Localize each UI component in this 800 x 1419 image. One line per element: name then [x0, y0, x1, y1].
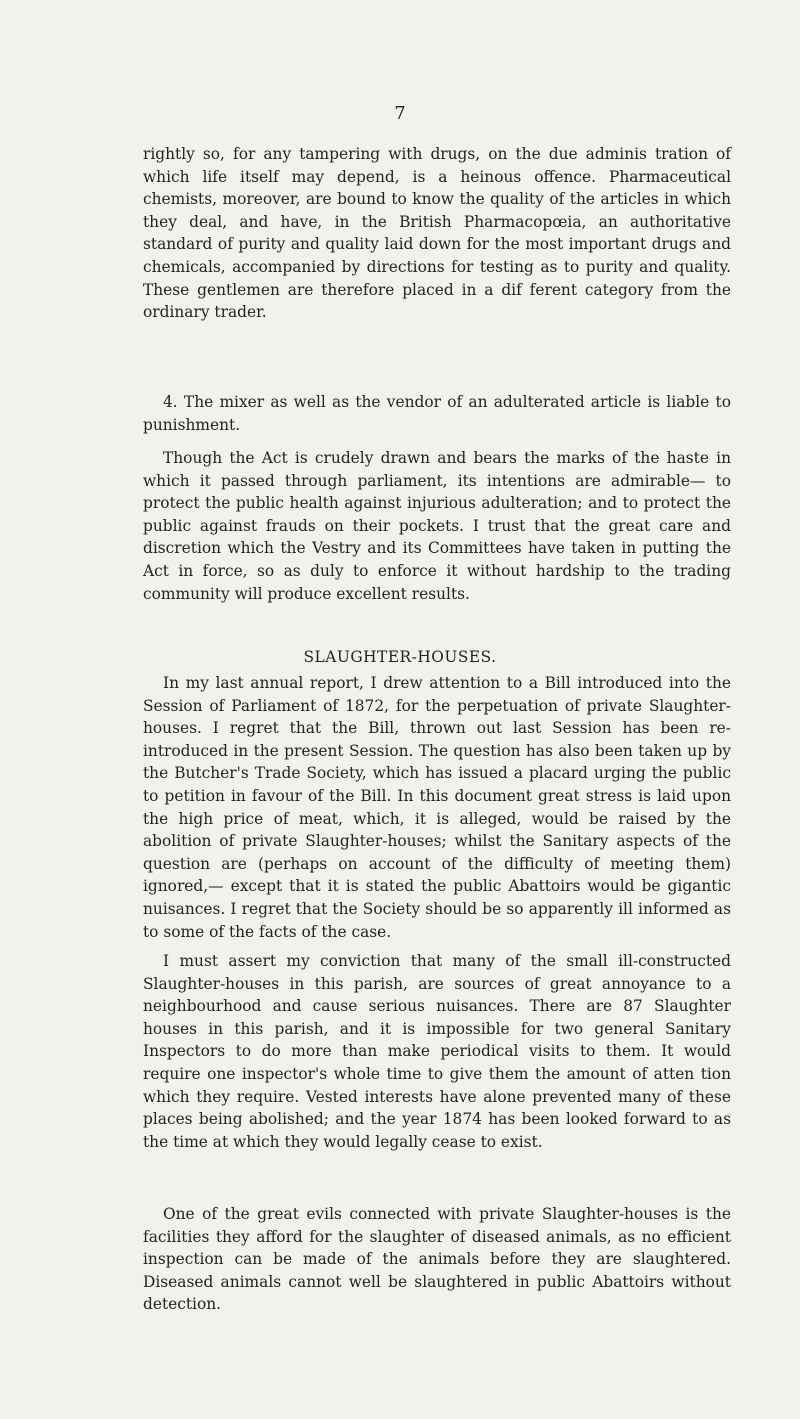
- paragraph-act-intentions: Though the Act is crudely drawn and bears the marks of the haste in which it passed through parliament, its intentions are admirable— to protect the public health against injurious adulteration; and to protect the public against frauds on their pockets. I trust that the great care and discretion which the Vestry and its Committees have taken in putting the Act in force, so as duly to enforce it without hardship to the trading community will produce excellent results.: [143, 449, 731, 603]
- paragraph-conviction-nuisances: I must assert my conviction that many of the small ill-constructed Slaughter-houses in this parish, are sources of great annoyance to a neighbourhood and cause serious nuisances. There are 87 Slaughter houses in this parish, and it is impossible for two general Sanitary Inspectors to do more than make periodical visits to them. It would require one inspector's whole time to give them the amount of atten tion which they require. Vested interests have alone prevented many of these places being abolished; and the year 1874 has been looked forward to as the time at which they would legally cease to exist.: [143, 952, 731, 1151]
- paragraph-mixer-vendor: 4. The mixer as well as the vendor of an adulterated article is liable to punishment.: [143, 393, 731, 434]
- paragraph-pharmaceutical-chemists: rightly so, for any tampering with drugs, on the due adminis tration of which life itself may depend, is a heinous offence. Pharmaceutical chemists, moreover, are bound to know the quality of the articles in which they deal, and have, in the British Pharmacopœia, an authoritative standard of purity and quality laid down for the most important drugs and chemicals, accompanied by directions for testing as to purity and quality. These gentlemen are therefore placed in a dif ferent category from the ordinary trader.: [143, 145, 731, 322]
- page-number: 7: [394, 103, 406, 124]
- paragraph-bill-slaughter-houses: In my last annual report, I drew attention to a Bill introduced into the Session of Parliament of 1872, for the perpetuation of private Slaughter-houses. I regret that the Bill, thrown out last Session has been re-introduced in the present Session. The question has also been taken up by the Butcher's Trade Society, which has issued a placard urging the public to petition in favour of the Bill. In this document great stress is laid upon the high price of meat, which, it is alleged, would be raised by the abolition of private Slaughter-houses; whilst the Sanitary aspects of the question are (perhaps on account of the difficulty of meeting them) ignored,— except that it is stated the public Abattoirs would be gigantic nuisances. I regret that the Society should be so apparently ill informed as to some of the facts of the case.: [143, 674, 731, 941]
- paragraph-diseased-animals: One of the great evils connected with private Slaughter-houses is the facilities they afford for the slaughter of diseased animals, as no efficient inspection can be made of the animals before they are slaughtered. Diseased animals cannot well be slaughtered in public Abattoirs without detection.: [143, 1205, 731, 1314]
- section-heading-slaughter-houses: SLAUGHTER-HOUSES.: [303, 648, 497, 666]
